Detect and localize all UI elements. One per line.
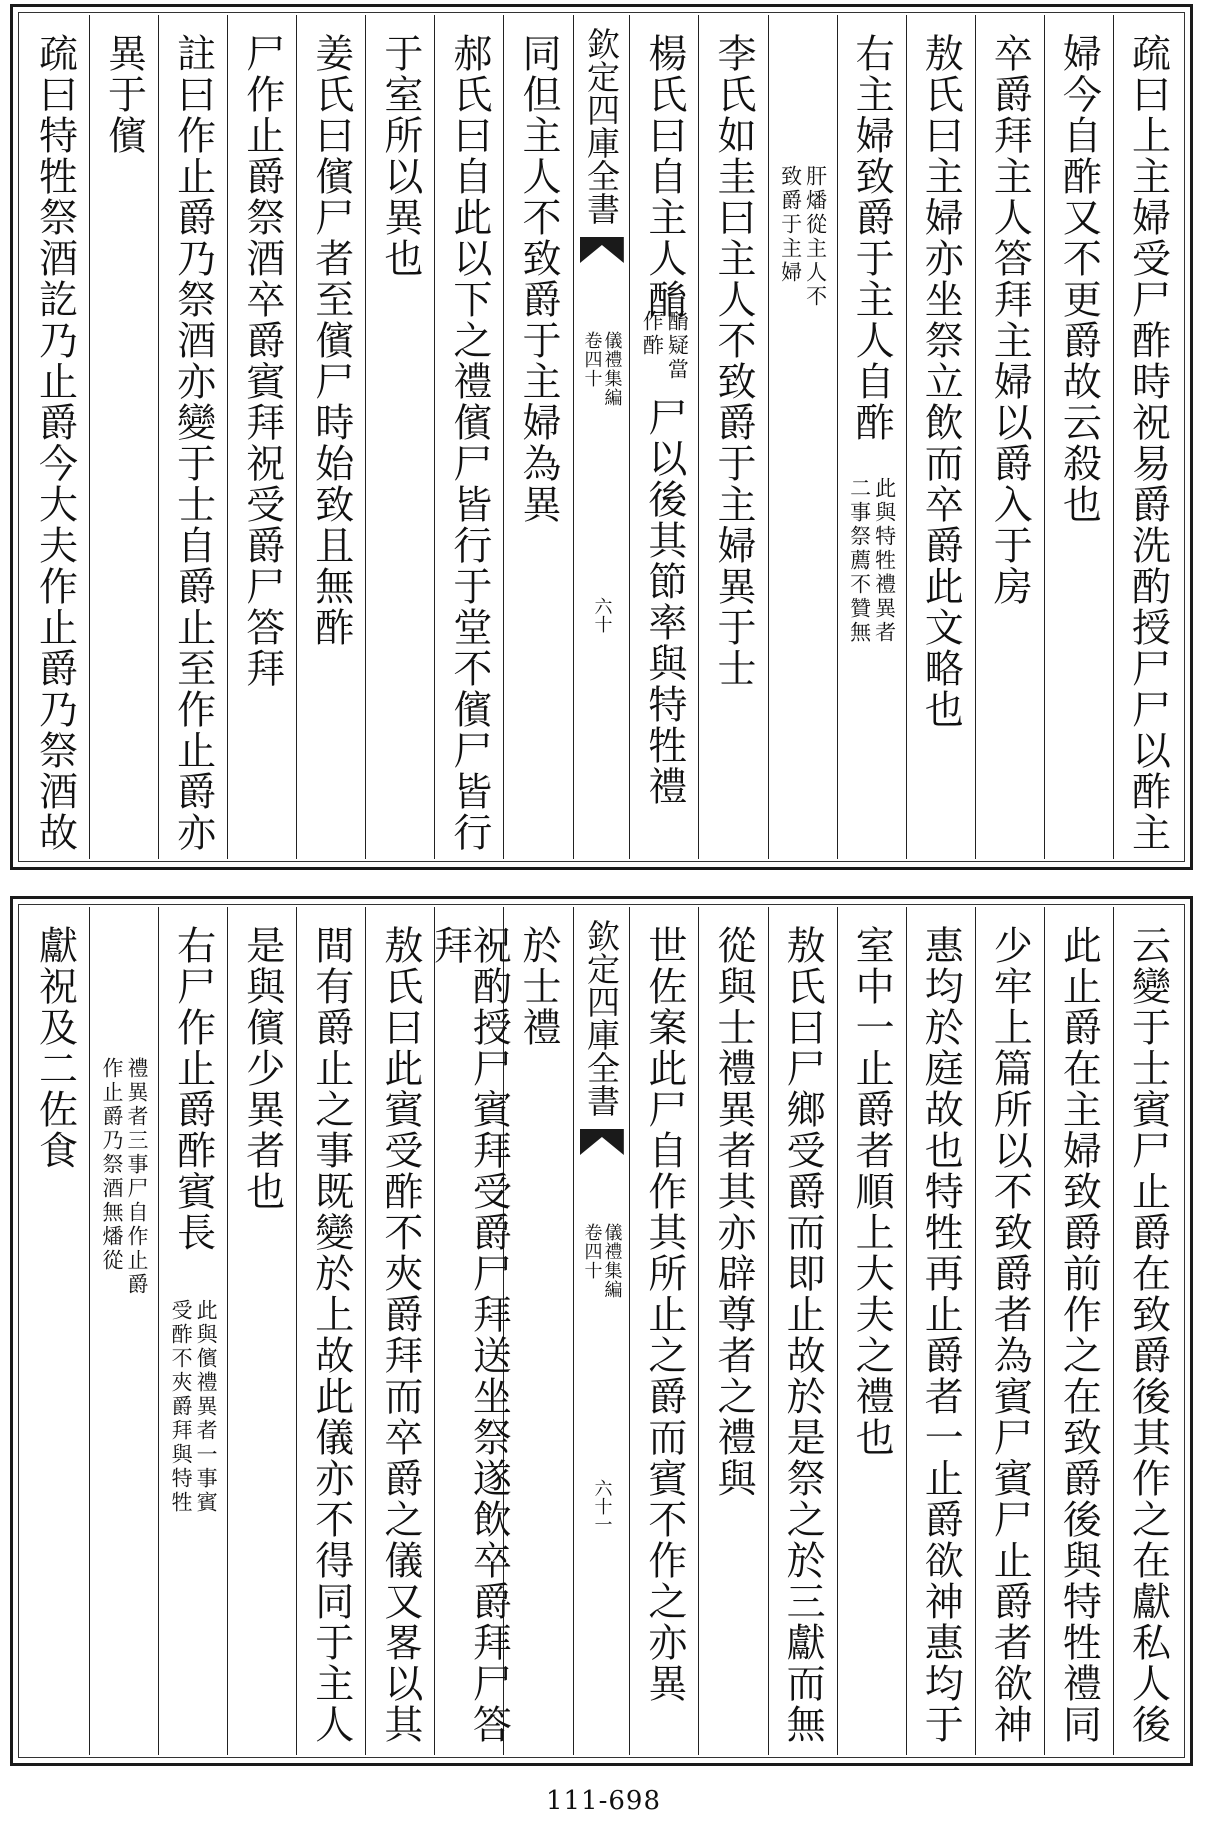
page-number: 六十一 — [591, 1479, 613, 1533]
column — [158, 907, 227, 1755]
column — [296, 15, 365, 859]
column-text: 敖氏曰此賓受酢不夾爵拜而卒爵之儀又畧以其 — [377, 925, 423, 1745]
column — [434, 15, 503, 859]
column-text: 敖氏曰主婦亦坐祭立飲而卒爵此文略也 — [918, 33, 964, 730]
annotation-line: 酳疑當 — [665, 310, 690, 382]
annotation-line: 作酢 — [640, 310, 665, 358]
column-text: 于室所以異也 — [377, 33, 423, 279]
column — [227, 907, 296, 1755]
fishtail-mark — [580, 1129, 624, 1155]
annotation — [169, 1299, 219, 1515]
column-text: 郝氏曰自此以下之禮儐尸皆行于堂不儐尸皆行 — [446, 33, 492, 853]
annotation-line: 致爵于主婦 — [778, 165, 803, 285]
column — [503, 15, 572, 859]
column — [629, 907, 698, 1755]
column — [21, 907, 89, 1755]
annotation-line: 禮異者三事尸自作止爵 — [125, 1057, 150, 1297]
annotation — [640, 310, 690, 382]
footer-page-label: 111-698 — [545, 1786, 662, 1816]
center-subtitle — [581, 331, 623, 407]
column-text: 少牢上篇所以不致爵者為賓尸賓尸止爵者欲神 — [987, 925, 1033, 1745]
column — [89, 15, 158, 859]
column-text: 註曰作止爵乃祭酒亦變于士自爵止至作止爵亦 — [170, 33, 216, 853]
column — [768, 15, 837, 859]
column — [158, 15, 227, 859]
collection-name: 儀禮集編 — [601, 331, 623, 407]
column-text: 右尸作止爵酢賓長 — [170, 925, 216, 1253]
column — [906, 907, 975, 1755]
book-title: 欽定四庫全書 — [581, 919, 621, 1117]
column-text: 從與士禮異者其亦辟尊者之禮與 — [710, 925, 756, 1499]
column-text: 尸以後其節率與特牲禮 — [641, 397, 687, 807]
column-text: 惠均於庭故也特牲再止爵者一止爵欲神惠均于 — [918, 925, 964, 1745]
book-title: 欽定四庫全書 — [581, 27, 621, 225]
column — [698, 15, 767, 859]
page-bottom — [10, 896, 1193, 1766]
column — [698, 907, 767, 1755]
page-number: 六十 — [591, 597, 613, 633]
annotation — [849, 477, 895, 645]
center-fold — [573, 907, 630, 1755]
column — [837, 15, 906, 859]
column-text: 疏曰上主婦受尸酢時祝易爵洗酌授尸尸以酢主 — [1125, 33, 1171, 853]
column-text: 祝酌授尸賓拜受爵尸拜送坐祭遂飲卒爵拜尸答拜 — [427, 925, 512, 1745]
column — [365, 15, 434, 859]
column — [89, 907, 158, 1755]
column-text: 間有爵止之事既變於上故此儀亦不得同于主人 — [308, 925, 354, 1745]
annotation-line: 此與儐禮異者一事賓 — [194, 1299, 219, 1515]
column — [975, 907, 1044, 1755]
column-text: 是與儐少異者也 — [239, 925, 285, 1212]
column-text: 室中一止爵者順上大夫之禮也 — [849, 925, 895, 1458]
column-text: 姜氏曰儐尸者至儐尸時始致且無酢 — [308, 33, 354, 648]
column-text: 於士禮 — [516, 925, 561, 1048]
annotation-line: 肝燔從主人不 — [803, 165, 828, 309]
column-text: 婦今自酢又不更爵故云殺也 — [1056, 33, 1102, 525]
column-text: 楊氏曰自主人酳 — [641, 33, 687, 320]
column-text: 卒爵拜主人答拜主婦以爵入于房 — [987, 33, 1033, 607]
column — [427, 907, 512, 1755]
column — [1044, 907, 1113, 1755]
column — [21, 15, 89, 859]
fishtail-mark — [580, 237, 624, 263]
center-subtitle — [581, 1223, 623, 1299]
page-top — [10, 4, 1193, 870]
column — [768, 907, 837, 1755]
column — [1113, 907, 1182, 1755]
column-text: 此止爵在主婦致爵前作之在致爵後與特牲禮同 — [1056, 925, 1102, 1745]
center-fold — [573, 15, 630, 859]
annotation-line: 作止爵乃祭酒無燔從 — [100, 1057, 125, 1273]
column-text: 異于儐 — [101, 33, 147, 156]
column — [503, 907, 572, 1755]
column — [906, 15, 975, 859]
collection-name: 儀禮集編 — [601, 1223, 623, 1299]
annotation — [780, 165, 826, 309]
annotation-line: 受酢不夾爵拜與特牲 — [169, 1299, 194, 1515]
column-text: 尸作止爵祭酒卒爵賓拜祝受爵尸答拜 — [239, 33, 285, 689]
column — [629, 15, 698, 859]
text-columns — [21, 907, 1182, 1755]
column — [1044, 15, 1113, 859]
column-text: 同但主人不致爵于主婦為異 — [516, 33, 561, 525]
column-text: 疏曰特牲祭酒訖乃止爵今大夫作止爵乃祭酒故 — [32, 33, 78, 853]
text-columns — [21, 15, 1182, 859]
column-text: 獻祝及二佐食 — [32, 925, 78, 1171]
annotation-line: 二事祭薦不贊無 — [847, 477, 872, 645]
column-text: 云變于士賓尸止爵在致爵後其作之在獻私人後 — [1125, 925, 1171, 1745]
column — [975, 15, 1044, 859]
annotation-line: 此與特牲禮異者 — [872, 477, 897, 645]
column — [227, 15, 296, 859]
annotation — [100, 1057, 150, 1297]
column — [365, 907, 434, 1755]
column-text: 世佐案此尸自作其所止之爵而賓不作之亦異 — [641, 925, 687, 1704]
column-text: 李氏如圭曰主人不致爵于主婦異于士 — [710, 33, 756, 689]
column — [837, 907, 906, 1755]
column — [1113, 15, 1182, 859]
column-text: 敖氏曰尸鄉受爵而即止故於是祭之於三獻而無 — [780, 925, 826, 1745]
column — [296, 907, 365, 1755]
volume-number: 卷四十 — [581, 1223, 603, 1280]
column-text: 右主婦致爵于主人自酢 — [849, 33, 895, 443]
volume-number: 卷四十 — [581, 331, 603, 388]
